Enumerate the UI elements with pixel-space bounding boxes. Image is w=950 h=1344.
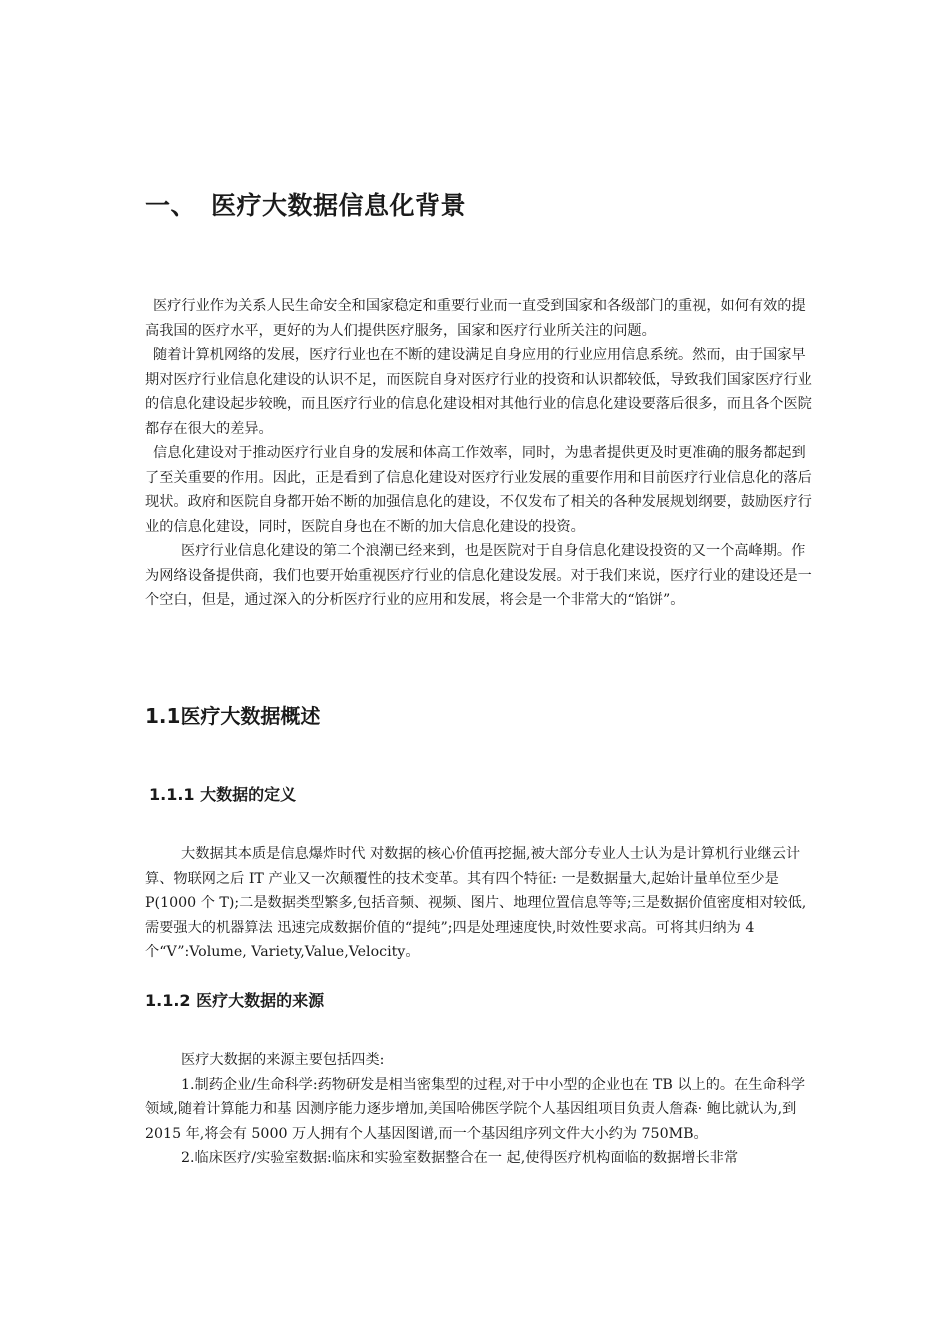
sources-section xyxy=(145,1048,815,1171)
heading-3-sources: 1.1.2 医疗大数据的来源 xyxy=(145,991,325,1010)
heading-1-title: 医疗大数据信息化背景 xyxy=(211,191,467,220)
definition-section xyxy=(145,842,815,965)
sources-paragraph: 1.制药企业/生命科学:药物研发是相当密集型的过程,对于中小型的企业也在 TB 以上的。在生命科学领域,随着计算能力和基 因测序能力逐步增加,美国哈佛医学院个人基因组项目负责人詹森· 鲍比就认为,到 2015 年,将会有 5000 万人拥有个人基因图谱,而一个基因组序列文件大小约为 750MB。 xyxy=(145,1076,806,1142)
intro-paragraph: 信息化建设对于推动医疗行业自身的发展和体高工作效率，同时，为患者提供更及时更准确的服务都起到了至关重要的作用。因此，正是看到了信息化建设对医疗行业发展的重要作用和目前医疗行业信息化的落后现状。政府和医院自身都开始不断的加强信息化的建设，不仅发布了相关的各种发展规划纲要，鼓励医疗行业的信息化建设，同时，医院自身也在不断的加大信息化建设的投资。 xyxy=(145,445,812,535)
sources-paragraph: 医疗大数据的来源主要包括四类: xyxy=(181,1052,385,1068)
heading-1 xyxy=(145,186,466,222)
heading-1-number: 一、 xyxy=(145,191,197,220)
intro-paragraph: 医疗行业信息化建设的第二个浪潮已经来到，也是医院对于自身信息化建设投资的又一个高峰期。作为网络设备提供商，我们也要开始重视医疗行业的信息化建设发展。对于我们来说，医疗行业的建设还是一个空白，但是，通过深入的分析医疗行业的应用和发展，将会是一个非常大的“馅饼”。 xyxy=(145,543,812,608)
heading-3-definition: 1.1.1 大数据的定义 xyxy=(149,785,297,804)
heading-2-title: 医疗大数据概述 xyxy=(180,704,321,728)
intro-section xyxy=(145,294,815,613)
heading-2-number: 1.1 xyxy=(145,704,181,728)
intro-paragraph: 随着计算机网络的发展，医疗行业也在不断的建设满足自身应用的行业应用信息系统。然而，由于国家早期对医疗行业信息化建设的认识不足，而医院自身对医疗行业的投资和认识都较低，导致我们国家医疗行业的信息化建设起步较晚，而且医疗行业的信息化建设相对其他行业的信息化建设要落后很多，而且各个医院都存在很大的差异。 xyxy=(145,347,812,437)
heading-2 xyxy=(145,700,320,729)
sources-paragraph: 2.临床医疗/实验室数据:临床和实验室数据整合在一 起,使得医疗机构面临的数据增长非常 xyxy=(181,1150,739,1166)
intro-paragraph: 医疗行业作为关系人民生命安全和国家稳定和重要行业而一直受到国家和各级部门的重视，如何有效的提高我国的医疗水平，更好的为人们提供医疗服务，国家和医疗行业所关注的问题。 xyxy=(145,298,806,339)
definition-paragraph: 大数据其本质是信息爆炸时代 对数据的核心价值再挖掘,被大部分专业人士认为是计算机行业继云计算、物联网之后 IT 产业又一次颠覆性的技术变革。其有四个特征: 一是数据量大,起始计量单位至少是 P(1000 个 T);二是数据类型繁多,包括音频、视频、图片、地理位置信息等等;三是数据价值密度相对较低,需要强大的机器算法 迅速完成数据价值的“提纯”;四是处理速度快,时效性要求高。可将其归纳为 4 个“V”:Volume, Variety,Value,Velocity。 xyxy=(145,846,807,960)
